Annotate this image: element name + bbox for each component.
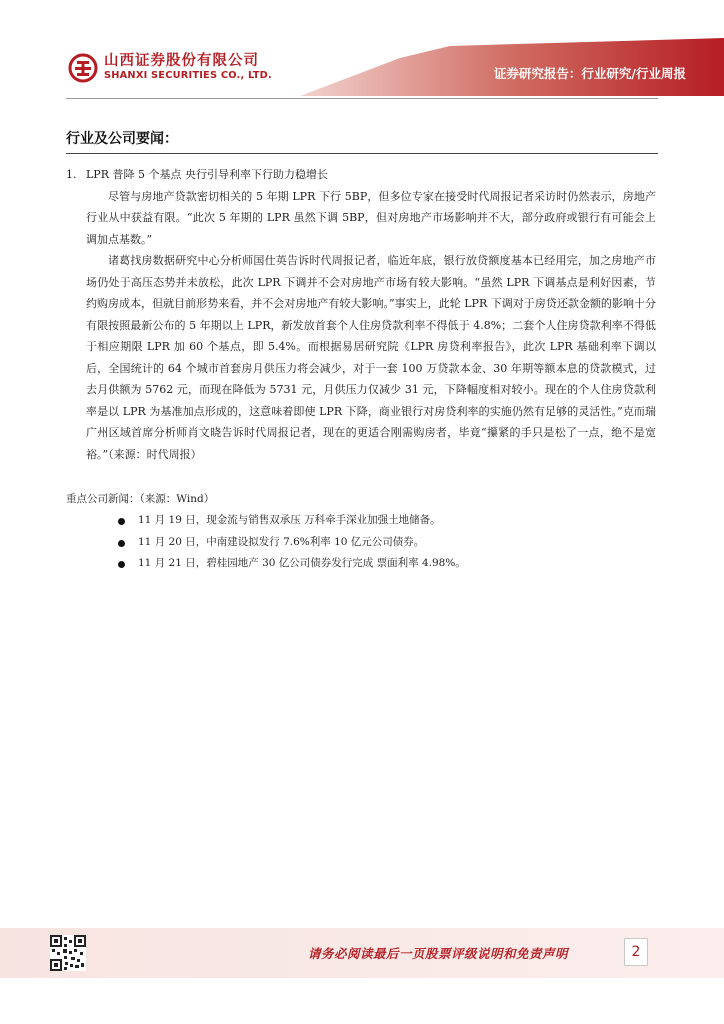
news-headline: LPR 普降 5 个基点 央行引导利率下行助力稳增长 bbox=[86, 168, 328, 181]
news-paragraph: 尽管与房地产贷款密切相关的 5 年期 LPR 下行 5BP，但多位专家在接受时代周报记者采访时仍然表示，房地产行业从中获益有限。“此次 5 年期的 LPR 虽然下调 5BP，但对房地产市场影响并不大，部分政府或银行有可能会上调加点基数。” bbox=[86, 189, 656, 246]
header-banner bbox=[0, 0, 724, 100]
company-name-cn: 山西证券股份有限公司 bbox=[104, 53, 259, 69]
bullet-icon bbox=[118, 561, 125, 568]
company-name bbox=[104, 52, 272, 82]
company-name-en: SHANXI SECURITIES CO., LTD. bbox=[104, 70, 272, 81]
company-news bbox=[66, 488, 658, 575]
company-news-text: 11 月 21 日，碧桂园地产 30 亿公司债券发行完成 票面利率 4.98%。 bbox=[138, 557, 466, 569]
page-header bbox=[0, 0, 724, 100]
header-divider bbox=[66, 98, 658, 99]
list-item bbox=[66, 532, 658, 554]
company-news-text: 11 月 19 日，现金流与销售双承压 万科牵手深业加强土地储备。 bbox=[138, 514, 441, 526]
page-number: 2 bbox=[624, 938, 648, 966]
company-news-title: 重点公司新闻：（来源：Wind） bbox=[66, 493, 215, 505]
company-news-text: 11 月 20 日，中南建设拟发行 7.6%利率 10 亿元公司债券。 bbox=[138, 535, 425, 548]
bullet-icon bbox=[118, 518, 125, 525]
news-paragraph: 诸葛找房数据研究中心分析师国仕英告诉时代周报记者，临近年底，银行放贷额度基本已经用完，加之房地产市场仍处于高压态势并未放松，此次 LPR 下调并不会对房地产市场有较大影响。“虽然 LPR 下调基点是利好因素，节约购房成本，但就目前形势来看，并不会对房地产有较大影响。”事实上，此轮 LPR 下调对于房贷还款金额的影响十分有限按照最新公布的 5 年期以上 LPR，新发放首套个人住房贷款利率不得低于 4.8%；二套个人住房贷款利率不得低于相应期限 LPR 加 60 个基点，即 5.4%。而根据易居研究院《LPR 房贷利率报告》，此次 LPR 基础利率下调以后，全国统计的 64 个城市首套房月供压力将会减少，对于一套 100 万贷款本金、30 年期等额本息的贷款模式，过去月供额为 5762 元，而现在降低为 5731 元，月供压力仅减少 31 元，下降幅度相对较小。现在的个人住房贷款利率是以 LPR 为基准加点形成的，这意味着即使 LPR 下降，商业银行对房贷利率的实施仍然有足够的灵活性。”克而瑞广州区域首席分析师肖文晓告诉时代周报记者，现在的更适合刚需购房者，毕竟“攥紧的手只是松了一点，绝不是宽裕。”（来源：时代周报） bbox=[86, 254, 656, 461]
bullet-icon bbox=[118, 540, 125, 547]
section-divider bbox=[66, 153, 658, 154]
list-item bbox=[66, 510, 658, 532]
disclaimer-notice: 请务必阅读最后一页股票评级说明和免责声明 bbox=[308, 946, 569, 961]
company-logo-icon bbox=[68, 53, 98, 83]
list-item bbox=[66, 553, 658, 575]
news-number: 1. bbox=[66, 168, 77, 181]
section-title: 行业及公司要闻： bbox=[66, 131, 178, 147]
industry-news bbox=[66, 164, 658, 465]
report-type-label: 证券研究报告：行业研究/行业周报 bbox=[493, 66, 686, 81]
news-headline-row bbox=[66, 164, 658, 186]
qr-code-icon bbox=[50, 935, 86, 971]
news-item bbox=[66, 164, 658, 465]
